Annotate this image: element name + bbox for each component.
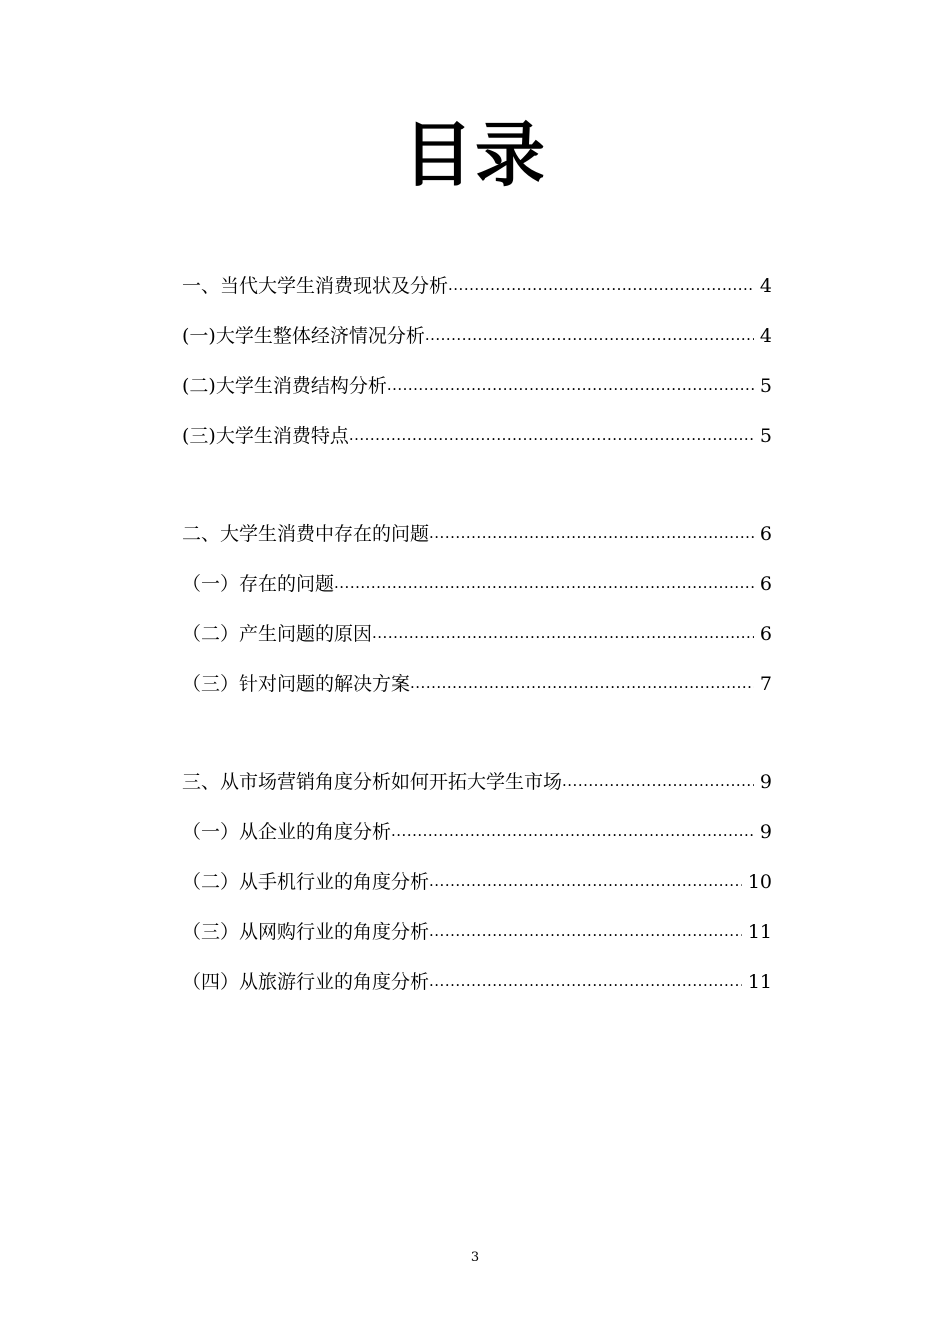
toc-item[interactable] <box>182 918 772 946</box>
toc-item-text: （一）存在的问题 <box>182 573 335 595</box>
toc-item[interactable] <box>182 670 772 698</box>
toc-heading-text: 三、从市场营销角度分析如何开拓大学生市场 <box>182 771 563 793</box>
toc-leader-dots <box>562 768 754 796</box>
toc-page-number: 11 <box>747 921 772 943</box>
toc-leader-dots <box>334 570 754 598</box>
toc-item[interactable] <box>182 570 772 598</box>
toc-page-number: 4 <box>759 325 772 347</box>
page-title: 目录 <box>403 114 547 196</box>
toc-page-number: 5 <box>759 375 772 397</box>
toc-leader-dots <box>429 918 742 946</box>
toc-item[interactable] <box>182 968 772 996</box>
toc-heading-text: 一、当代大学生消费现状及分析 <box>182 275 449 297</box>
toc-item-text: （三）针对问题的解决方案 <box>182 673 411 695</box>
toc-page-number: 9 <box>759 771 772 793</box>
footer-page-number: 3 <box>470 1250 480 1265</box>
toc-leader-dots <box>429 868 742 896</box>
toc-leader-dots <box>448 272 754 300</box>
toc-item-text: （四）从旅游行业的角度分析 <box>182 971 430 993</box>
toc-item-text: (三)大学生消费特点 <box>182 425 349 447</box>
toc-leader-dots <box>410 670 754 698</box>
toc-leader-dots <box>429 968 742 996</box>
toc-page-number: 6 <box>759 623 772 645</box>
toc-page-number: 6 <box>759 523 772 545</box>
toc-page-number: 10 <box>747 871 772 893</box>
toc-item-text: （一）从企业的角度分析 <box>182 821 392 843</box>
toc-item[interactable] <box>182 620 772 648</box>
toc-item-text: （二）产生问题的原因 <box>182 623 373 645</box>
toc-item-text: （三）从网购行业的角度分析 <box>182 921 430 943</box>
toc-page-number: 4 <box>759 275 772 297</box>
toc-heading-3[interactable] <box>182 768 772 796</box>
toc-leader-dots <box>429 520 754 548</box>
toc-item[interactable] <box>182 322 772 350</box>
toc-page-number: 11 <box>747 971 772 993</box>
toc-item-text: (一)大学生整体经济情况分析 <box>182 325 425 347</box>
toc-heading-text: 二、大学生消费中存在的问题 <box>182 523 430 545</box>
toc-heading-2[interactable] <box>182 520 772 548</box>
toc-item[interactable] <box>182 372 772 400</box>
toc-item[interactable] <box>182 868 772 896</box>
toc-page-number: 5 <box>759 425 772 447</box>
toc-leader-dots <box>387 372 754 400</box>
toc-item-text: （二）从手机行业的角度分析 <box>182 871 430 893</box>
toc-page-number: 9 <box>759 821 772 843</box>
toc-leader-dots <box>391 818 754 846</box>
toc-item[interactable] <box>182 422 772 450</box>
toc-item-text: (二)大学生消费结构分析 <box>182 375 387 397</box>
toc-page-number: 6 <box>759 573 772 595</box>
toc-leader-dots <box>349 422 754 450</box>
toc-leader-dots <box>425 322 754 350</box>
toc-heading-1[interactable] <box>182 272 772 300</box>
toc-item[interactable] <box>182 818 772 846</box>
toc-page-number: 7 <box>759 673 772 695</box>
toc-leader-dots <box>372 620 754 648</box>
